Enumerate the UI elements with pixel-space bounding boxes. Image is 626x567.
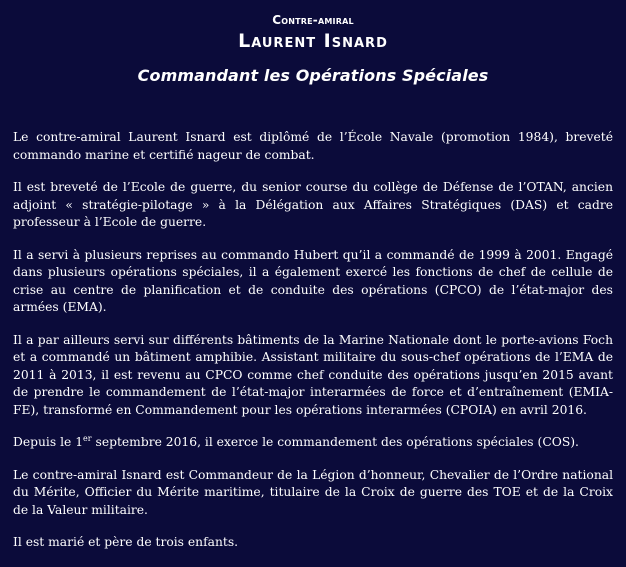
bio-paragraph-naval-service: Il a par ailleurs servi sur différents bâtiments de la Marine Nationale dont le porte-avions Foch et a commandé un bâtiment amphibie. Assistant militaire du sous-chef opérations de l’EMA de 2011 à 2013, il est revenu au CPCO comme chef conduite des opérations jusqu’en 2015 avant de prendre le commandement de l’état-major interarmées de force et d’entraînement (EMIA-FE), transformé en Commandement pour les opérations interarmées (CPOIA) en avril 2016.	[13, 332, 613, 417]
ordinal-superscript: er	[83, 433, 92, 443]
bio-paragraph-commando-service: Il a servi à plusieurs reprises au commando Hubert qu’il a commandé de 1999 à 2001. Engagé dans plusieurs opérations spéciales, il a également exercé les fonctions de chef de cellule de crise au centre de planification et de conduite des opérations (CPCO) de l’état-major des armées (EMA).	[13, 247, 613, 314]
bio-paragraph-training: Il est breveté de l’Ecole de guerre, du senior course du collège de Défense de l’OTAN, ancien adjoint « stratégie-pilotage » à la Délégation aux Affaires Stratégiques (DAS) et cadre professeur à l’Ecole de guerre.	[13, 180, 613, 229]
current-command-text: septembre 2016, il exerce le commandement des opérations spéciales (COS).	[91, 435, 579, 449]
role-title: Commandant les Opérations Spéciales	[137, 66, 489, 85]
current-command-prefix: Depuis le 1	[13, 435, 84, 449]
bio-paragraph-education: Le contre-amiral Laurent Isnard est diplômé de l’École Navale (promotion 1984), breveté commando marine et certifié nageur de combat.	[13, 130, 613, 162]
bio-paragraph-decorations: Le contre-amiral Isnard est Commandeur de la Légion d’honneur, Chevalier de l’Ordre national du Mérite, Officier du Mérite maritime, titulaire de la Croix de guerre des TOE et de la Croix de la Valeur militaire.	[13, 467, 613, 517]
bio-paragraph-current-command	[13, 434, 613, 452]
person-name: Laurent Isnard	[238, 30, 388, 52]
bio-paragraph-family: Il est marié et père de trois enfants.	[13, 535, 239, 549]
biography-text	[13, 129, 613, 567]
rank-heading: Contre-amiral	[272, 13, 354, 27]
